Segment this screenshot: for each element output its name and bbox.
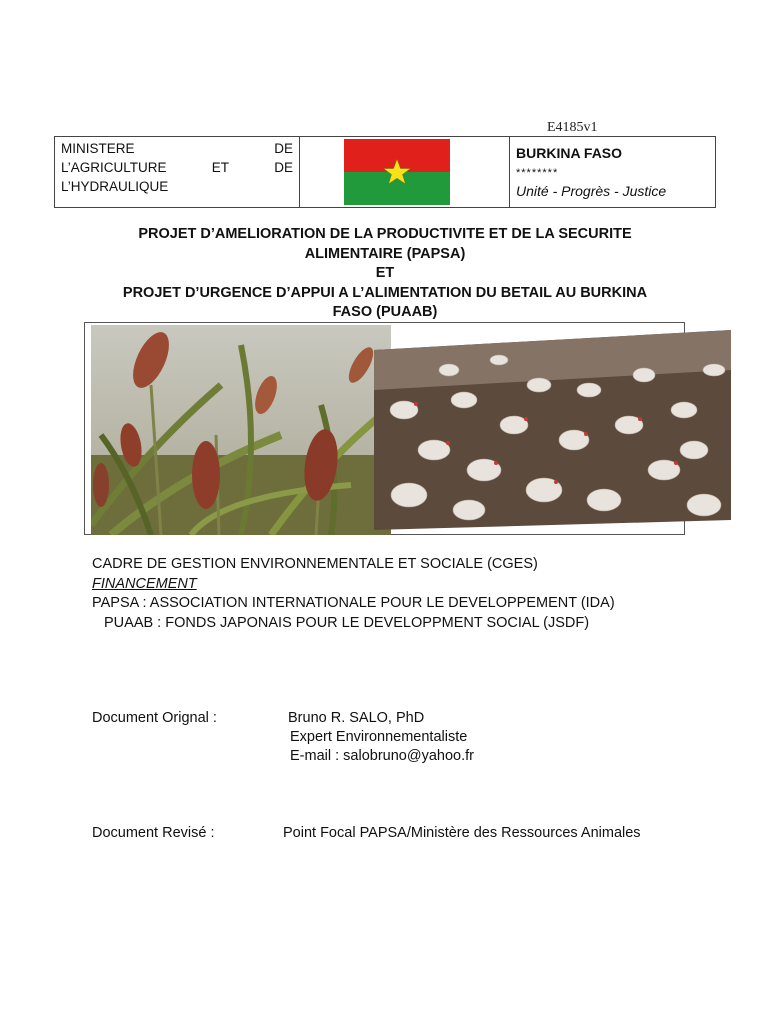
body-text [92, 555, 615, 633]
motto: Unité - Progrès - Justice [516, 183, 667, 199]
revised-label: Document Revisé : [92, 825, 215, 841]
country-cell [510, 137, 715, 207]
title-line3: ET [375, 265, 395, 281]
ministry-line2-left: L’AGRICULTURE [61, 160, 167, 175]
author-email: E-mail : salobruno@yahoo.fr [290, 748, 474, 764]
title-line5: FASO (PUAAB) [332, 304, 438, 320]
ministry-cell [55, 137, 300, 207]
ministry-line2-right: DE [274, 160, 293, 175]
author-role: Expert Environnementaliste [290, 729, 468, 745]
ministry-line2-mid: ET [211, 160, 230, 175]
flag-cell [300, 137, 510, 207]
cover-photos [84, 322, 685, 535]
ministry-line3: L’HYDRAULIQUE [61, 179, 169, 194]
stars-line: ******** [516, 167, 559, 179]
author-name: Bruno R. SALO, PhD [288, 710, 425, 726]
sorghum-photo [91, 325, 391, 535]
title-line1: PROJET D’AMELIORATION DE LA PRODUCTIVITE ET DE LA SECURITE [138, 226, 632, 242]
burkina-flag [344, 139, 450, 205]
original-label: Document Orignal : [92, 710, 217, 726]
header-table [54, 136, 716, 208]
title-line4: PROJET D’URGENCE D’APPUI A L’ALIMENTATION DU BETAIL AU BURKINA [122, 284, 648, 301]
title-line2: ALIMENTAIRE (PAPSA) [304, 245, 466, 262]
puaab-funding-line: PUAAB : FONDS JAPONAIS POUR LE DEVELOPPMENT SOCIAL (JSDF) [104, 614, 590, 631]
ministry-line1-right: DE [274, 141, 293, 156]
revised-value: Point Focal PAPSA/Ministère des Ressources Animales [283, 825, 641, 841]
framework-line: CADRE DE GESTION ENVIRONNEMENTALE ET SOCIALE (CGES) [92, 556, 538, 572]
chickens-photo [374, 330, 731, 530]
papsa-funding-line: PAPSA : ASSOCIATION INTERNATIONALE POUR LE DEVELOPPEMENT (IDA) [92, 595, 615, 611]
country-name: BURKINA FASO [516, 145, 623, 161]
financement-label: FINANCEMENT [92, 575, 197, 592]
project-title [60, 225, 710, 323]
document-id: E4185v1 [547, 120, 598, 135]
ministry-line1-left: MINISTERE [61, 141, 135, 156]
